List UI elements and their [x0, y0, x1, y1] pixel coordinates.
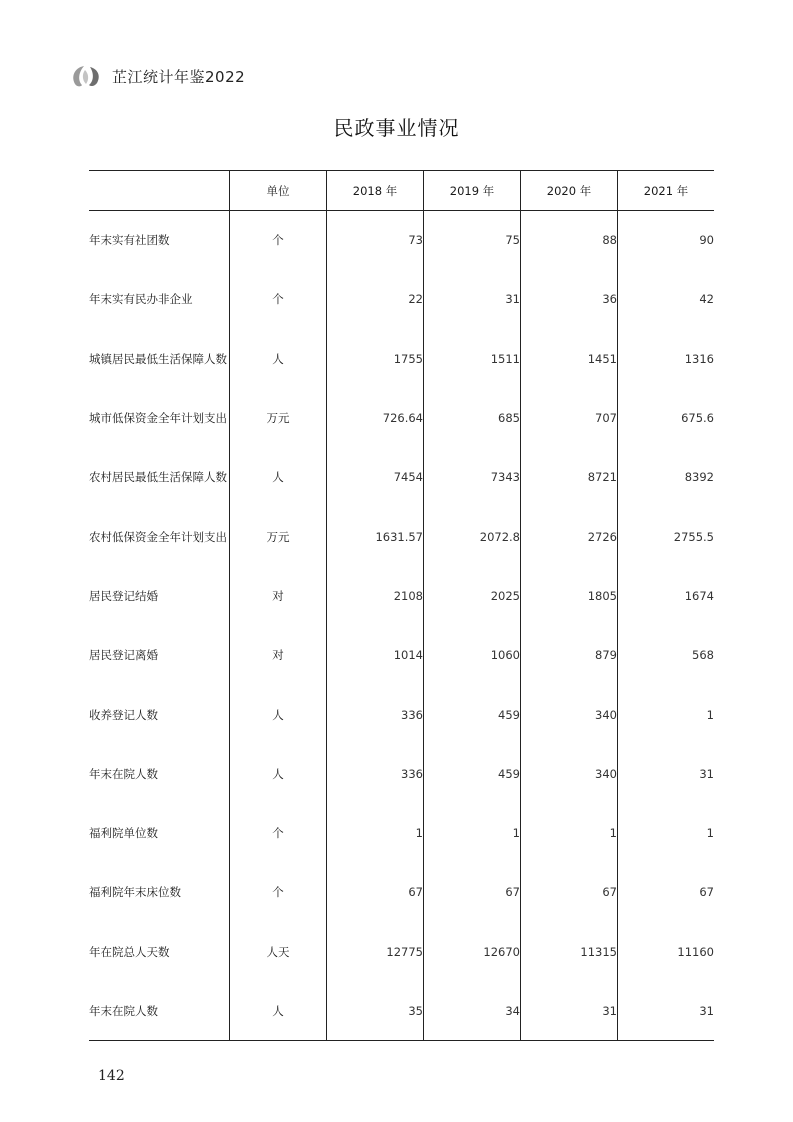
row-label: 年末在院人数	[89, 981, 230, 1040]
page-number: 142	[98, 1068, 125, 1084]
cell-value: 1674	[618, 566, 715, 625]
table-row	[89, 744, 714, 803]
table-row	[89, 388, 714, 447]
cell-value: 75	[424, 211, 521, 270]
cell-value: 2072.8	[424, 507, 521, 566]
table-header-row	[89, 171, 714, 211]
table-row	[89, 626, 714, 685]
row-unit: 人	[230, 329, 327, 388]
row-label: 居民登记结婚	[89, 588, 158, 603]
cell-value: 88	[521, 211, 618, 270]
cell-value: 568	[618, 626, 715, 685]
page-header	[70, 62, 245, 90]
cell-value: 73	[327, 211, 424, 270]
cell-value: 340	[521, 685, 618, 744]
column-header-2019: 2019 年	[424, 171, 521, 211]
cell-value: 36	[521, 270, 618, 329]
row-label: 年末实有民办非企业	[89, 292, 193, 307]
cell-value: 2108	[327, 566, 424, 625]
row-unit: 个	[230, 803, 327, 862]
cell-value: 31	[618, 981, 715, 1040]
cell-value: 459	[424, 685, 521, 744]
cell-value: 336	[327, 685, 424, 744]
cell-value: 7343	[424, 448, 521, 507]
header-title: 芷江统计年鉴2022	[112, 67, 246, 86]
table-row	[89, 507, 714, 566]
row-unit: 万元	[230, 388, 327, 447]
cell-value: 11315	[521, 922, 618, 981]
row-unit: 万元	[230, 507, 327, 566]
cell-value: 31	[424, 270, 521, 329]
row-label: 年末实有社团数	[89, 233, 170, 248]
table-row	[89, 803, 714, 862]
cell-value: 726.64	[327, 388, 424, 447]
cell-value: 1631.57	[327, 507, 424, 566]
cell-value: 67	[521, 863, 618, 922]
cell-value: 31	[521, 981, 618, 1040]
row-unit: 人	[230, 448, 327, 507]
cell-value: 707	[521, 388, 618, 447]
cell-value: 1	[327, 803, 424, 862]
cell-value: 1805	[521, 566, 618, 625]
row-unit: 个	[230, 863, 327, 922]
table-row	[89, 448, 714, 507]
cell-value: 34	[424, 981, 521, 1040]
cell-value: 336	[327, 744, 424, 803]
table-row	[89, 329, 714, 388]
row-unit: 个	[230, 270, 327, 329]
cell-value: 90	[618, 211, 715, 270]
cell-value: 35	[327, 981, 424, 1040]
column-header-2020: 2020 年	[521, 171, 618, 211]
cell-value: 67	[424, 863, 521, 922]
cell-value: 8721	[521, 448, 618, 507]
cell-value: 1060	[424, 626, 521, 685]
row-label: 收养登记人数	[89, 707, 158, 722]
row-unit: 人天	[230, 922, 327, 981]
cell-value: 1014	[327, 626, 424, 685]
column-header-2018: 2018 年	[327, 171, 424, 211]
cell-value: 2755.5	[618, 507, 715, 566]
cell-value: 685	[424, 388, 521, 447]
table-row	[89, 685, 714, 744]
cell-value: 879	[521, 626, 618, 685]
row-unit: 人	[230, 981, 327, 1040]
row-unit: 个	[230, 211, 327, 270]
cell-value: 2726	[521, 507, 618, 566]
cell-value: 12775	[327, 922, 424, 981]
row-label: 年末在院人数	[89, 766, 158, 781]
cell-value: 1451	[521, 329, 618, 388]
statistics-table	[89, 170, 714, 1041]
yearbook-logo-icon	[70, 63, 104, 89]
row-unit: 人	[230, 685, 327, 744]
table-row	[89, 922, 714, 981]
row-label: 城镇居民最低生活保障人数	[89, 351, 227, 366]
cell-value: 1	[618, 803, 715, 862]
cell-value: 340	[521, 744, 618, 803]
column-header-item	[89, 171, 230, 211]
row-label: 年在院总人天数	[89, 944, 170, 959]
cell-value: 2025	[424, 566, 521, 625]
cell-value: 67	[327, 863, 424, 922]
cell-value: 1316	[618, 329, 715, 388]
cell-value: 1	[521, 803, 618, 862]
cell-value: 1511	[424, 329, 521, 388]
cell-value: 1755	[327, 329, 424, 388]
cell-value: 42	[618, 270, 715, 329]
row-label: 福利院单位数	[89, 826, 158, 841]
row-label: 居民登记离婚	[89, 648, 158, 663]
cell-value: 1	[618, 685, 715, 744]
cell-value: 12670	[424, 922, 521, 981]
row-label: 城市低保资金全年计划支出	[89, 411, 227, 426]
table-row	[89, 270, 714, 329]
table-row	[89, 863, 714, 922]
cell-value: 7454	[327, 448, 424, 507]
cell-value: 31	[618, 744, 715, 803]
column-header-unit: 单位	[230, 171, 327, 211]
cell-value: 11160	[618, 922, 715, 981]
row-unit: 人	[230, 744, 327, 803]
cell-value: 22	[327, 270, 424, 329]
row-unit: 对	[230, 566, 327, 625]
column-header-2021: 2021 年	[618, 171, 715, 211]
table-row	[89, 566, 714, 625]
row-unit: 对	[230, 626, 327, 685]
cell-value: 1	[424, 803, 521, 862]
row-label: 福利院年末床位数	[89, 885, 181, 900]
cell-value: 67	[618, 863, 715, 922]
cell-value: 675.6	[618, 388, 715, 447]
row-label: 农村居民最低生活保障人数	[89, 470, 227, 485]
table-row	[89, 211, 714, 270]
row-label: 农村低保资金全年计划支出	[89, 529, 227, 544]
cell-value: 459	[424, 744, 521, 803]
table-row	[89, 981, 714, 1040]
cell-value: 8392	[618, 448, 715, 507]
page-title: 民政事业情况	[333, 116, 460, 140]
